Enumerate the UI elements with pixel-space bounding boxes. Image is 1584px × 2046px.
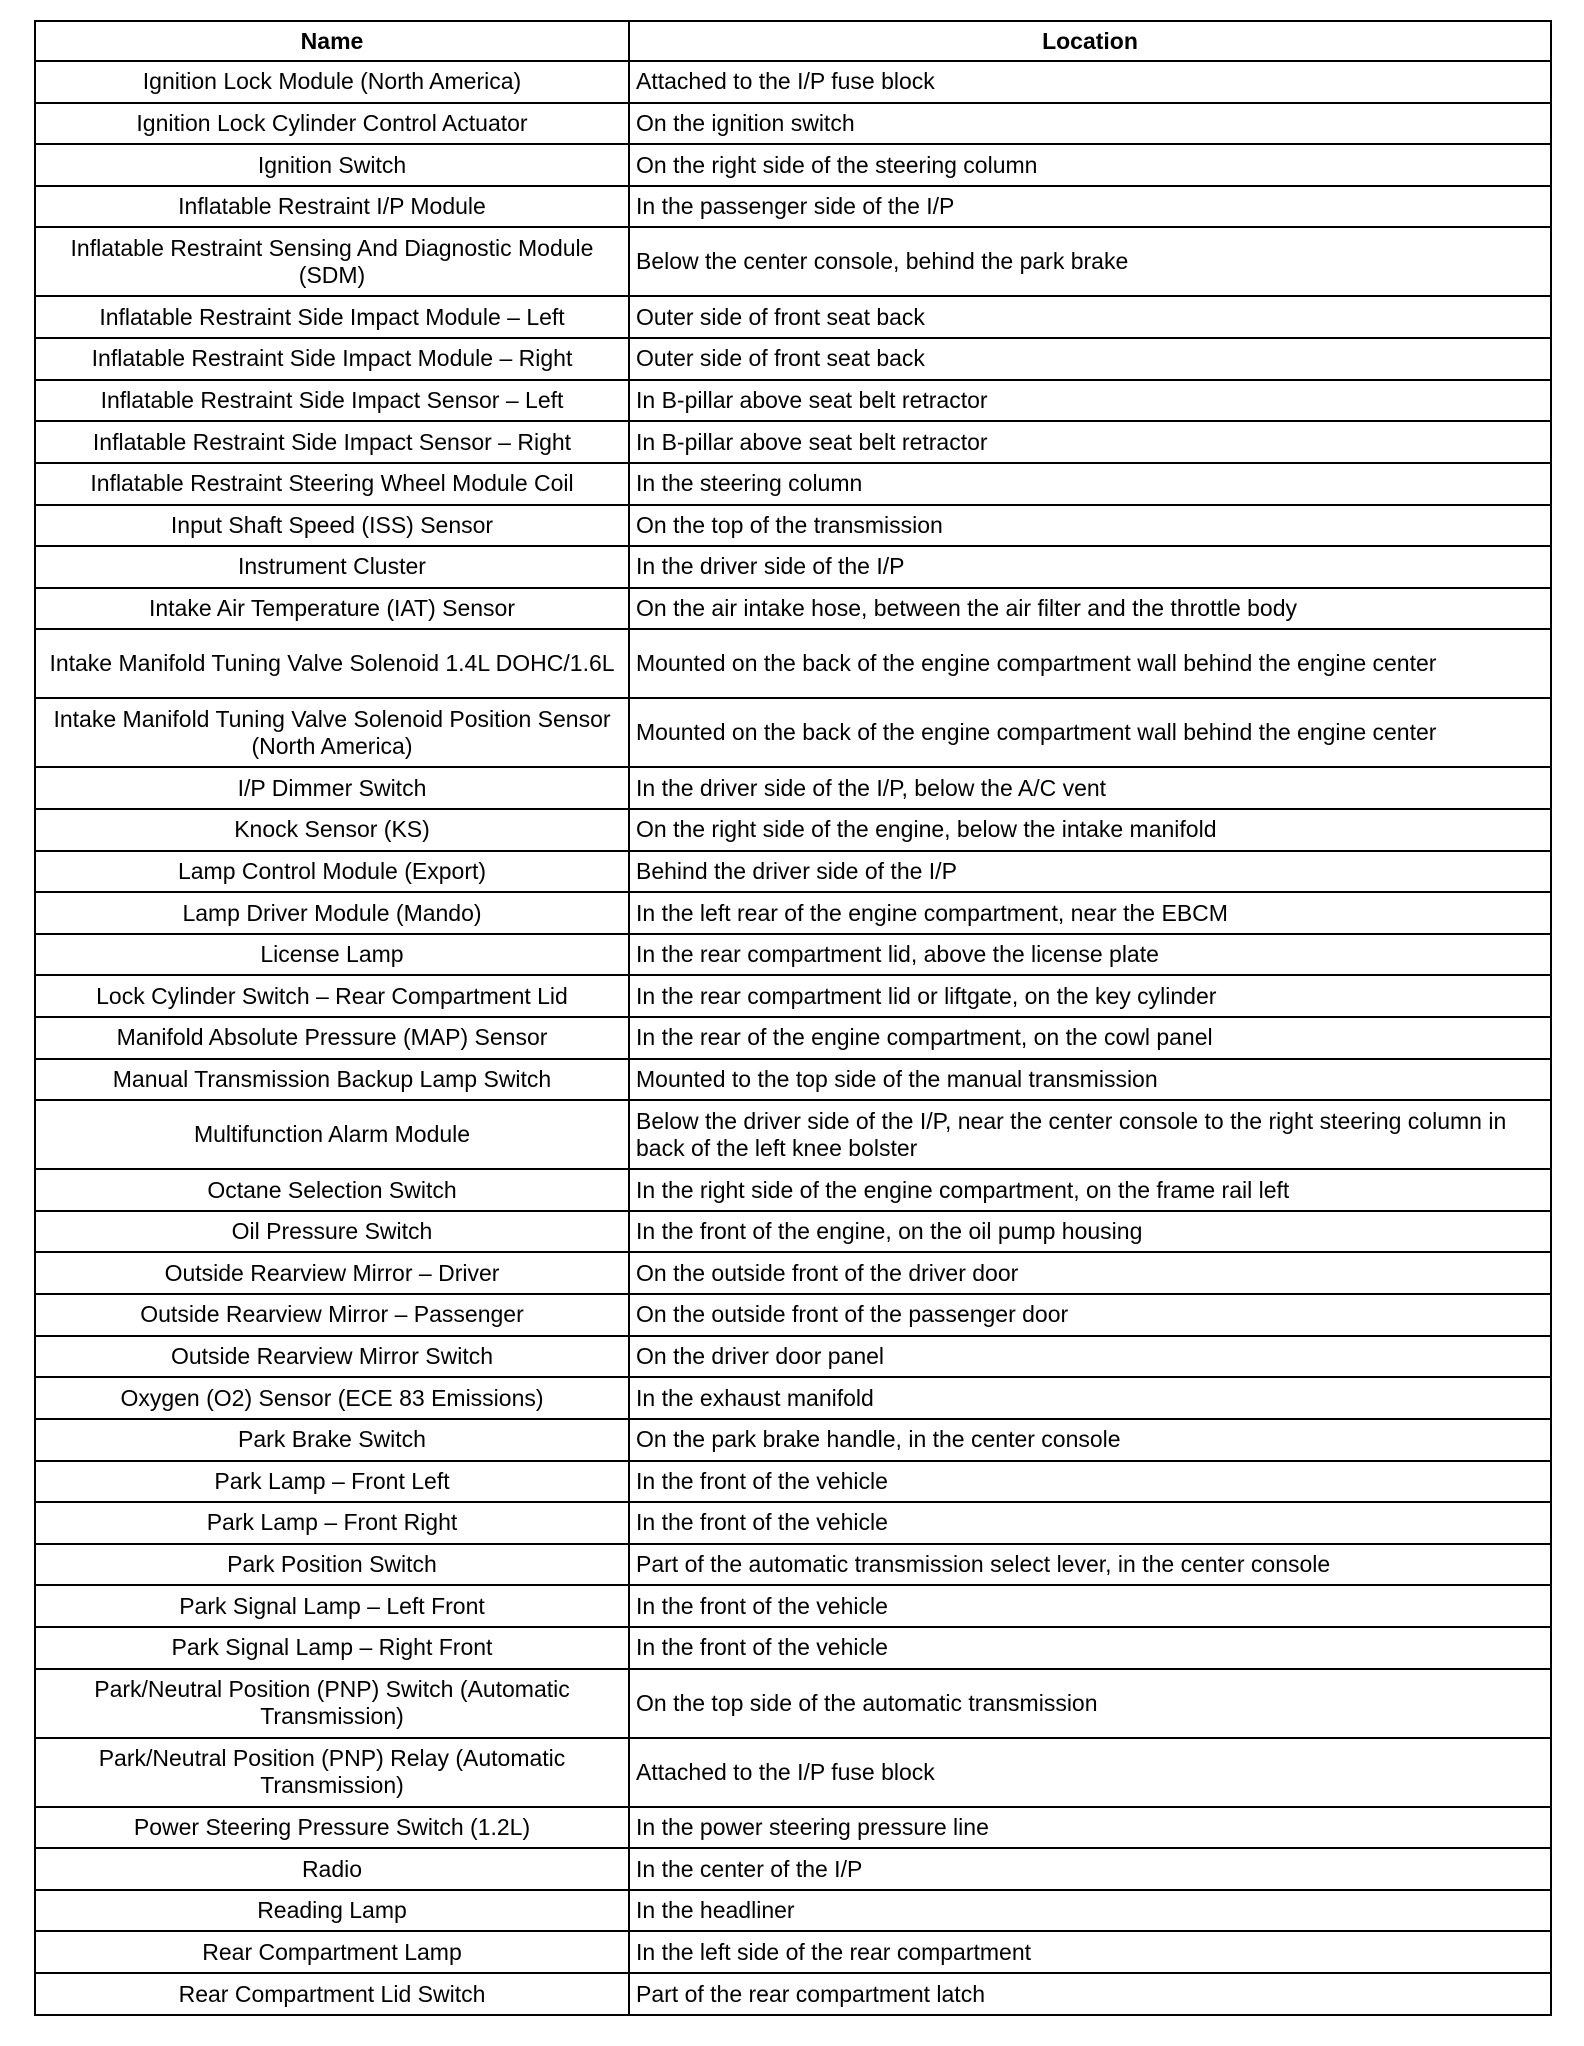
component-name-cell: Power Steering Pressure Switch (1.2L) (35, 1807, 629, 1849)
component-location-cell: On the air intake hose, between the air filter and the throttle body (629, 588, 1551, 630)
component-name-cell: Outside Rearview Mirror – Driver (35, 1252, 629, 1294)
component-name-cell: Instrument Cluster (35, 546, 629, 588)
component-location-cell: In the left side of the rear compartment (629, 1931, 1551, 1973)
component-name-cell: Park Signal Lamp – Left Front (35, 1585, 629, 1627)
table-row (35, 1211, 1551, 1253)
component-name-cell: Radio (35, 1848, 629, 1890)
table-row (35, 1294, 1551, 1336)
component-name-cell: Rear Compartment Lamp (35, 1931, 629, 1973)
component-name-cell: Oil Pressure Switch (35, 1211, 629, 1253)
component-name-cell: Oxygen (O2) Sensor (ECE 83 Emissions) (35, 1377, 629, 1419)
table-row (35, 103, 1551, 145)
component-location-cell: On the outside front of the driver door (629, 1252, 1551, 1294)
table-row (35, 1544, 1551, 1586)
component-name-cell: Park/Neutral Position (PNP) Switch (Automatic Transmission) (35, 1669, 629, 1738)
table-row (35, 1100, 1551, 1169)
component-location-cell: On the ignition switch (629, 103, 1551, 145)
component-location-cell: In the exhaust manifold (629, 1377, 1551, 1419)
component-location-cell: Behind the driver side of the I/P (629, 851, 1551, 893)
table-row (35, 1669, 1551, 1738)
component-name-cell: Rear Compartment Lid Switch (35, 1973, 629, 2015)
table-row (35, 851, 1551, 893)
component-name-cell: Input Shaft Speed (ISS) Sensor (35, 505, 629, 547)
table-row (35, 1502, 1551, 1544)
table-row (35, 1252, 1551, 1294)
component-location-cell: Outer side of front seat back (629, 296, 1551, 338)
table-row (35, 1931, 1551, 1973)
component-location-cell: In the rear compartment lid or liftgate, on the key cylinder (629, 975, 1551, 1017)
location-column-header: Location (629, 21, 1551, 61)
table-row (35, 809, 1551, 851)
component-name-cell: License Lamp (35, 934, 629, 976)
component-location-cell: In B-pillar above seat belt retractor (629, 380, 1551, 422)
component-location-cell: In the rear of the engine compartment, on the cowl panel (629, 1017, 1551, 1059)
component-name-cell: Manifold Absolute Pressure (MAP) Sensor (35, 1017, 629, 1059)
component-name-cell: Inflatable Restraint Side Impact Sensor – Right (35, 421, 629, 463)
component-name-cell: Park Brake Switch (35, 1419, 629, 1461)
component-name-cell: Outside Rearview Mirror Switch (35, 1336, 629, 1378)
component-location-cell: On the top side of the automatic transmission (629, 1669, 1551, 1738)
component-location-cell: Part of the rear compartment latch (629, 1973, 1551, 2015)
component-name-cell: Inflatable Restraint Sensing And Diagnostic Module (SDM) (35, 227, 629, 296)
table-row (35, 338, 1551, 380)
table-row (35, 1585, 1551, 1627)
component-location-cell: In the driver side of the I/P, below the A/C vent (629, 767, 1551, 809)
table-row (35, 421, 1551, 463)
component-location-cell: Mounted on the back of the engine compartment wall behind the engine center (629, 629, 1551, 698)
component-name-cell: Multifunction Alarm Module (35, 1100, 629, 1169)
component-location-cell: On the outside front of the passenger door (629, 1294, 1551, 1336)
table-row (35, 934, 1551, 976)
component-location-cell: Mounted on the back of the engine compartment wall behind the engine center (629, 698, 1551, 767)
table-row (35, 1738, 1551, 1807)
table-row (35, 1377, 1551, 1419)
component-location-cell: In the rear compartment lid, above the license plate (629, 934, 1551, 976)
component-location-cell: In the front of the engine, on the oil pump housing (629, 1211, 1551, 1253)
component-name-cell: Park Lamp – Front Left (35, 1461, 629, 1503)
component-location-cell: On the top of the transmission (629, 505, 1551, 547)
table-row (35, 1890, 1551, 1932)
table-row (35, 1059, 1551, 1101)
component-name-cell: Ignition Lock Module (North America) (35, 61, 629, 103)
component-name-cell: Lamp Driver Module (Mando) (35, 892, 629, 934)
table-body (35, 61, 1551, 2015)
component-name-cell: Inflatable Restraint Steering Wheel Module Coil (35, 463, 629, 505)
component-name-cell: Ignition Lock Cylinder Control Actuator (35, 103, 629, 145)
table-row (35, 975, 1551, 1017)
component-name-cell: Intake Manifold Tuning Valve Solenoid 1.4L DOHC/1.6L (35, 629, 629, 698)
component-name-cell: Outside Rearview Mirror – Passenger (35, 1294, 629, 1336)
component-location-cell: In the left rear of the engine compartment, near the EBCM (629, 892, 1551, 934)
table-row (35, 767, 1551, 809)
component-location-cell: In the front of the vehicle (629, 1502, 1551, 1544)
component-name-cell: Lamp Control Module (Export) (35, 851, 629, 893)
component-location-cell: On the right side of the engine, below the intake manifold (629, 809, 1551, 851)
component-name-cell: I/P Dimmer Switch (35, 767, 629, 809)
component-location-cell: Below the driver side of the I/P, near the center console to the right steering column in back of the left knee bolster (629, 1100, 1551, 1169)
table-row (35, 546, 1551, 588)
table-row (35, 892, 1551, 934)
table-row (35, 1336, 1551, 1378)
component-location-cell: In the steering column (629, 463, 1551, 505)
component-location-cell: In the driver side of the I/P (629, 546, 1551, 588)
component-name-cell: Intake Manifold Tuning Valve Solenoid Position Sensor (North America) (35, 698, 629, 767)
component-location-cell: In the center of the I/P (629, 1848, 1551, 1890)
table-row (35, 144, 1551, 186)
component-name-cell: Inflatable Restraint Side Impact Module – Left (35, 296, 629, 338)
table-row (35, 1973, 1551, 2015)
component-location-cell: On the driver door panel (629, 1336, 1551, 1378)
table-row (35, 296, 1551, 338)
component-name-cell: Octane Selection Switch (35, 1169, 629, 1211)
component-name-cell: Lock Cylinder Switch – Rear Compartment Lid (35, 975, 629, 1017)
component-name-cell: Park Lamp – Front Right (35, 1502, 629, 1544)
component-location-cell: In the headliner (629, 1890, 1551, 1932)
table-row (35, 1169, 1551, 1211)
table-row (35, 61, 1551, 103)
component-name-cell: Inflatable Restraint I/P Module (35, 186, 629, 228)
table-row (35, 1627, 1551, 1669)
table-row (35, 1461, 1551, 1503)
component-location-cell: On the right side of the steering column (629, 144, 1551, 186)
table-row (35, 1807, 1551, 1849)
name-column-header: Name (35, 21, 629, 61)
component-location-cell: In B-pillar above seat belt retractor (629, 421, 1551, 463)
component-name-cell: Ignition Switch (35, 144, 629, 186)
table-row (35, 463, 1551, 505)
table-row (35, 227, 1551, 296)
table-row (35, 629, 1551, 698)
component-name-cell: Knock Sensor (KS) (35, 809, 629, 851)
component-location-cell: Mounted to the top side of the manual transmission (629, 1059, 1551, 1101)
component-location-cell: Outer side of front seat back (629, 338, 1551, 380)
table-row (35, 1419, 1551, 1461)
component-name-cell: Intake Air Temperature (IAT) Sensor (35, 588, 629, 630)
component-location-cell: Attached to the I/P fuse block (629, 1738, 1551, 1807)
component-location-cell: In the front of the vehicle (629, 1627, 1551, 1669)
component-location-cell: In the right side of the engine compartment, on the frame rail left (629, 1169, 1551, 1211)
component-location-cell: On the park brake handle, in the center console (629, 1419, 1551, 1461)
table-row (35, 186, 1551, 228)
component-location-cell: Attached to the I/P fuse block (629, 61, 1551, 103)
component-name-cell: Park/Neutral Position (PNP) Relay (Automatic Transmission) (35, 1738, 629, 1807)
component-name-cell: Inflatable Restraint Side Impact Module – Right (35, 338, 629, 380)
component-name-cell: Park Position Switch (35, 1544, 629, 1586)
component-location-table (34, 20, 1552, 2016)
component-location-cell: Below the center console, behind the park brake (629, 227, 1551, 296)
component-name-cell: Manual Transmission Backup Lamp Switch (35, 1059, 629, 1101)
table-header-row (35, 21, 1551, 61)
component-name-cell: Park Signal Lamp – Right Front (35, 1627, 629, 1669)
table-row (35, 1848, 1551, 1890)
component-location-cell: In the front of the vehicle (629, 1585, 1551, 1627)
component-location-cell: Part of the automatic transmission select lever, in the center console (629, 1544, 1551, 1586)
table-row (35, 1017, 1551, 1059)
table-row (35, 380, 1551, 422)
component-location-cell: In the power steering pressure line (629, 1807, 1551, 1849)
component-name-cell: Reading Lamp (35, 1890, 629, 1932)
table-row (35, 698, 1551, 767)
table-row (35, 505, 1551, 547)
component-location-cell: In the front of the vehicle (629, 1461, 1551, 1503)
table-row (35, 588, 1551, 630)
component-location-cell: In the passenger side of the I/P (629, 186, 1551, 228)
component-name-cell: Inflatable Restraint Side Impact Sensor – Left (35, 380, 629, 422)
